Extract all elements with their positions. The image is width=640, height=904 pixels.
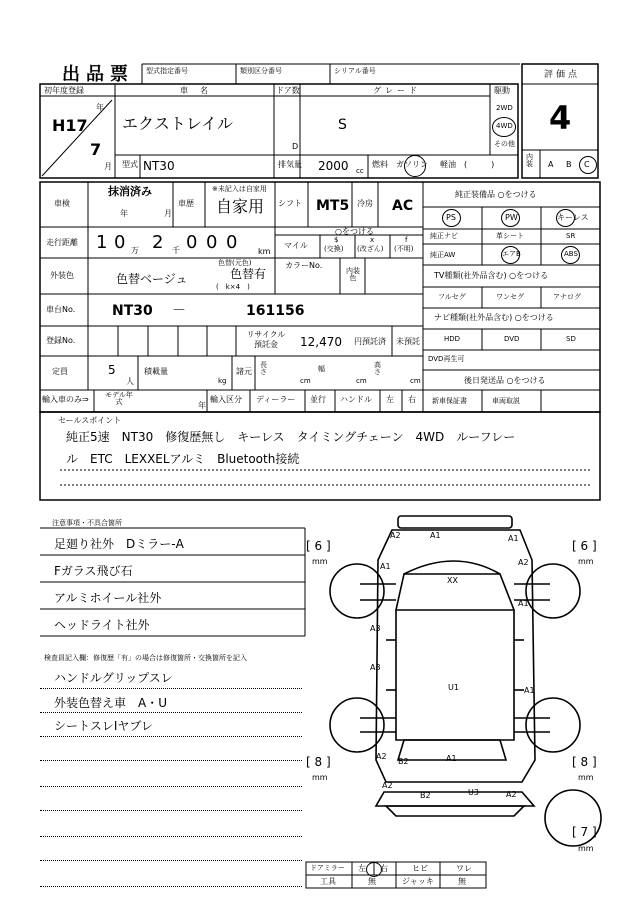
- ac-value: AC: [392, 198, 414, 214]
- mileage-digit-4: 0: [186, 232, 198, 253]
- sales-line-2: ル ETC LEXXELアルミ Bluetooth接続: [66, 452, 300, 466]
- class-number-label: 類別区分番号: [240, 67, 282, 75]
- color-change-value: 色替有: [230, 267, 267, 281]
- import-label: 輸入車のみ⇒: [42, 395, 89, 404]
- import-class-label: 輸入区分: [210, 395, 242, 404]
- capacity-label: 定員: [52, 367, 68, 376]
- note-item-1: 足廻り社外 Dミラー-A: [54, 537, 184, 551]
- drive-4wd-circle: [492, 117, 516, 137]
- inspector-item-2: 外装色替え車 A・U: [54, 696, 167, 710]
- ps-circle: [442, 209, 461, 227]
- chassis-number: 161156: [246, 303, 305, 319]
- tire-rear-right: [ 8 ]: [572, 755, 597, 769]
- keyless-circle: [556, 209, 575, 227]
- unknown-label: (不明): [394, 245, 414, 253]
- displacement-label: 排気量: [278, 160, 302, 169]
- doors-d: D: [292, 142, 299, 151]
- interior-a: A: [548, 160, 554, 169]
- shift-value: MT5: [316, 198, 350, 214]
- drive-4wd: 4WD: [496, 122, 513, 130]
- tire-rear-left: [ 8 ]: [306, 755, 331, 769]
- mileage-digit-1: 1: [96, 232, 108, 253]
- drive-2wd: 2WD: [496, 104, 513, 112]
- month-unit: 月: [104, 162, 112, 171]
- interior-label: 内装: [526, 153, 533, 168]
- first-reg-year: H17: [52, 116, 88, 135]
- capacity-value: 5: [108, 363, 116, 377]
- model-cert-label: 型式指定番号: [146, 67, 188, 75]
- year-unit: 年: [96, 103, 104, 112]
- mileage-label: 走行距離: [46, 238, 78, 247]
- navi-title: ナビ種類(社外品含む) ○をつける: [434, 313, 554, 322]
- note-item-2: Fガラス飛び石: [54, 564, 133, 578]
- mile-label: マイル: [284, 241, 308, 250]
- note-item-4: ヘッドライト社外: [54, 618, 150, 632]
- inspection-label: 車検: [54, 199, 70, 208]
- history-value: 自家用: [216, 197, 265, 216]
- fuel-circle: [404, 155, 426, 177]
- mileage-digit-2: 0: [114, 232, 126, 253]
- inspector-item-3: シートスレIヤブレ: [54, 719, 153, 733]
- notes-label: 注意事項・不具合箇所: [52, 519, 122, 527]
- tire-front-left: [ 6 ]: [306, 539, 331, 553]
- form-title: 出品票: [62, 64, 134, 85]
- grade-label: グレード: [373, 86, 421, 95]
- circle-note: ○をつける: [335, 227, 374, 236]
- model-label: 型式: [122, 160, 138, 169]
- first-reg-month: 7: [90, 140, 102, 159]
- sales-label: セールスポイント: [58, 416, 122, 425]
- first-reg-label: 初年度登録: [44, 86, 84, 95]
- interior-color-label: 内装色: [346, 267, 360, 282]
- displacement-value: 2000: [318, 159, 349, 173]
- car-name: エクストレイル: [122, 114, 234, 133]
- sales-line-1: 純正5速 NT30 修復歴無し キーレス タイミングチェーン 4WD ルーフレー: [66, 430, 516, 444]
- grade-value: S: [338, 117, 347, 133]
- interior-c-circle: [579, 156, 597, 174]
- shift-label: シフト: [278, 199, 302, 208]
- dims-label: 諸元: [236, 367, 252, 376]
- inspection-value: 抹消済み: [108, 185, 152, 198]
- color-label: 外装色: [50, 271, 74, 280]
- model-value: NT30: [143, 159, 175, 173]
- history-note: ※未記入は自家用: [212, 185, 267, 193]
- mileage-digit-5: 0: [206, 232, 218, 253]
- airbag-circle: [501, 246, 520, 264]
- inspector-item-1: ハンドルグリップスレ: [54, 671, 173, 685]
- pw-circle: [501, 209, 520, 227]
- car-diagram: [330, 516, 601, 846]
- inspector-label: 検査員記入欄：修復歴「有」の場合は修復箇所・交換箇所を記入: [44, 654, 247, 662]
- interior-c: C: [584, 160, 590, 169]
- reg-label: 登録No.: [46, 336, 76, 345]
- later-title: 後日発送品 ○をつける: [464, 376, 546, 385]
- fuel-gasoline: ガソリン: [396, 160, 428, 169]
- mileage-digit-6: 0: [226, 232, 238, 253]
- serial-number-label: シリアル番号: [334, 67, 376, 75]
- chassis-label: 車台No.: [46, 305, 76, 314]
- mileage-digit-3: 2: [152, 232, 164, 253]
- color-value: 色替ベージュ: [116, 272, 188, 286]
- color-no-label: カラーNo.: [285, 261, 323, 270]
- tire-front-right: [ 6 ]: [572, 539, 597, 553]
- history-label: 車歴: [178, 199, 194, 208]
- fuel-diesel: 軽油: [440, 160, 456, 169]
- note-item-3: アルミホイール社外: [54, 591, 162, 605]
- load-label: 積載量: [144, 367, 168, 376]
- doors-label: ドア数: [276, 86, 300, 95]
- exchange-label: (交換): [324, 245, 344, 253]
- score-label: 評価点: [544, 70, 581, 80]
- tv-title: TV種類(社外品含む) ○をつける: [434, 271, 549, 280]
- tampered-label: (改ざん): [357, 245, 384, 253]
- recycle-value: 12,470: [300, 335, 342, 349]
- genuine-title: 純正装備品 ○をつける: [455, 190, 537, 199]
- tire-spare: [ 7 ]: [572, 825, 597, 839]
- fuel-label: 燃料: [372, 160, 388, 169]
- drive-label: 駆動: [494, 86, 510, 95]
- drive-other: その他: [494, 140, 515, 148]
- score-value: 4: [549, 99, 572, 137]
- ac-label: 冷房: [357, 199, 373, 208]
- recycle-label: リサイクル預託金: [246, 330, 286, 349]
- cc-unit: cc: [356, 167, 364, 175]
- interior-b: B: [566, 160, 572, 169]
- chassis-model: NT30: [112, 303, 153, 319]
- abs-circle: [561, 246, 580, 264]
- car-name-label: 車 名: [180, 86, 210, 95]
